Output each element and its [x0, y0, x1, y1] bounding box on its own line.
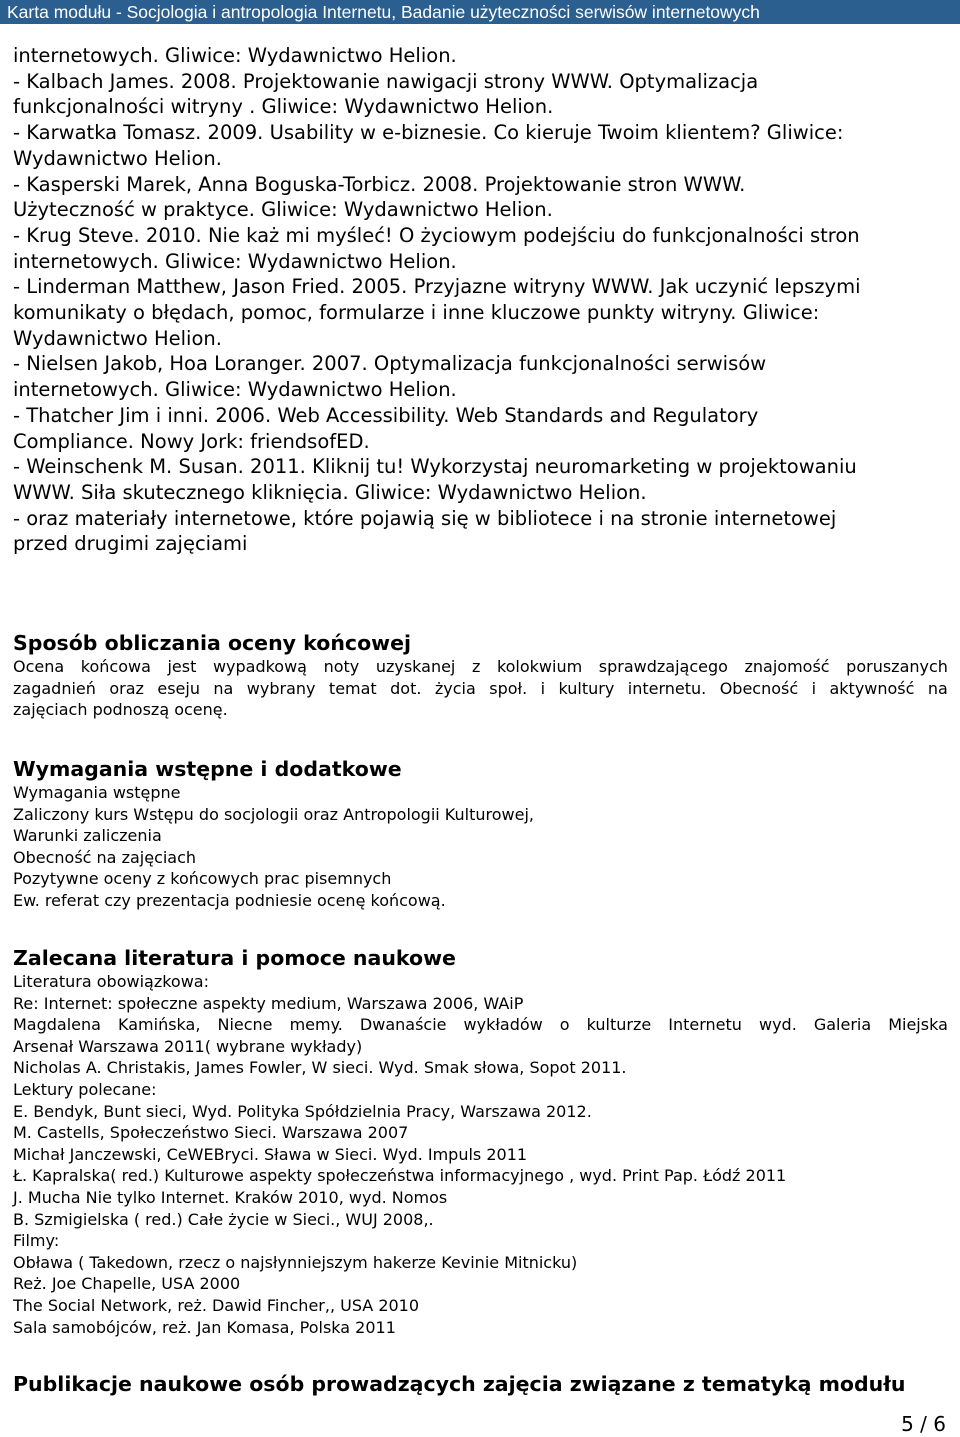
- grading-line: [13, 678, 948, 700]
- reference-line: - Karwatka Tomasz. 2009. Usability w e-biznesie. Co kieruje Twoim klientem? Gliwice:: [13, 121, 844, 145]
- literature-word: wykładów: [463, 1015, 543, 1035]
- literature-line: The Social Network, reż. Dawid Fincher,, USA 2010: [13, 1295, 420, 1315]
- literature-word: o: [559, 1015, 570, 1035]
- reference-line: WWW. Siła skutecznego kliknięcia. Gliwice: Wydawnictwo Helion.: [13, 480, 647, 504]
- reference-line: Wydawnictwo Helion.: [13, 326, 222, 350]
- reference-line: Compliance. Nowy Jork: friendsofED.: [13, 429, 370, 453]
- grading-body: [13, 656, 948, 721]
- grading-word: z: [471, 657, 481, 676]
- grading-word: temat: [328, 678, 377, 698]
- reference-line: internetowych. Gliwice: Wydawnictwo Helion.: [13, 378, 457, 402]
- grading-word: noty: [323, 657, 360, 676]
- literature-line: E. Bendyk, Bunt sieci, Wyd. Polityka Spółdzielnia Pracy, Warszawa 2012.: [13, 1101, 592, 1121]
- grading-word: na: [213, 678, 234, 698]
- requirements-line: Zaliczony kurs Wstępu do socjologii oraz Antropologii Kulturowej,: [13, 804, 534, 824]
- reference-line: - Linderman Matthew, Jason Fried. 2005. Przyjazne witryny WWW. Jak uczynić lepszymi: [13, 275, 861, 299]
- grading-word: i: [540, 678, 546, 698]
- grading-word: wybrany: [246, 678, 316, 698]
- grading-word: końcowa: [80, 657, 151, 676]
- literature-line: B. Szmigielska ( red.) Całe życie w Sieci., WUJ 2008,.: [13, 1209, 434, 1229]
- grading-word: Obecność: [719, 678, 799, 698]
- reference-line: funkcjonalności witryny . Gliwice: Wydawnictwo Helion.: [13, 95, 554, 119]
- requirements-body: [13, 782, 948, 912]
- literature-heading: Zalecana literatura i pomoce naukowe: [13, 946, 456, 970]
- literature-line: Michał Janczewski, CeWEBryci. Sława w Sieci. Wyd. Impuls 2011: [13, 1144, 528, 1164]
- grading-line: [13, 656, 948, 678]
- grading-word: kultury: [558, 678, 615, 698]
- grading-word: poruszanych: [846, 657, 948, 676]
- grading-heading: Sposób obliczania oceny końcowej: [13, 631, 412, 655]
- grading-word: uzyskanej: [375, 657, 456, 676]
- literature-line: J. Mucha Nie tylko Internet. Kraków 2010, wyd. Nomos: [13, 1187, 448, 1207]
- literature-body: [13, 971, 948, 1338]
- grading-word: dot.: [390, 678, 422, 698]
- publications-section: [13, 1371, 948, 1397]
- reference-line: Użyteczność w praktyce. Gliwice: Wydawnictwo Helion.: [13, 198, 553, 222]
- publications-heading: Publikacje naukowe osób prowadzących zajęcia związane z tematyką modułu: [13, 1372, 906, 1396]
- grading-word: jest: [167, 657, 197, 676]
- reference-line: internetowych. Gliwice: Wydawnictwo Helion.: [13, 44, 457, 67]
- reference-line: - Nielsen Jakob, Hoa Loranger. 2007. Optymalizacja funkcjonalności serwisów: [13, 352, 767, 376]
- literature-line: [13, 1014, 948, 1036]
- grading-word: na: [927, 678, 948, 698]
- requirements-line: Obecność na zajęciach: [13, 847, 197, 867]
- literature-word: Internetu: [668, 1015, 742, 1035]
- grading-word: zagadnień: [13, 678, 96, 698]
- requirements-line: Warunki zaliczenia: [13, 826, 162, 846]
- literature-line: Obława ( Takedown, rzecz o najsłynniejszym hakerze Kevinie Mitnicku): [13, 1252, 578, 1272]
- literature-word: Miejska: [888, 1015, 948, 1035]
- reference-line: - Thatcher Jim i inni. 2006. Web Accessibility. Web Standards and Regulatory: [13, 403, 759, 427]
- requirements-line: Ew. referat czy prezentacja podniesie ocenę końcową.: [13, 890, 446, 910]
- reference-line: - Weinschenk M. Susan. 2011. Kliknij tu! Wykorzystaj neuromarketing w projektowaniu: [13, 455, 857, 479]
- grading-word: eseju: [157, 678, 200, 698]
- literature-line: Sala samobójców, reż. Jan Komasa, Polska 2011: [13, 1317, 396, 1337]
- document-header: [0, 0, 960, 24]
- grading-word: kolokwium: [496, 657, 583, 676]
- page-number: 5 / 6: [901, 1412, 946, 1436]
- reference-line: internetowych. Gliwice: Wydawnictwo Helion.: [13, 249, 457, 273]
- grading-word: życia: [434, 678, 476, 698]
- literature-line: Literatura obowiązkowa:: [13, 972, 209, 991]
- literature-word: kulturze: [586, 1015, 652, 1035]
- literature-line: Arsenał Warszawa 2011( wybrane wykłady): [13, 1036, 363, 1056]
- grading-word: wypadkową: [212, 657, 307, 676]
- grading-word: znajomość: [744, 657, 830, 676]
- requirements-heading: Wymagania wstępne i dodatkowe: [13, 757, 402, 781]
- literature-line: Lektury polecane:: [13, 1079, 157, 1099]
- literature-word: memy.: [289, 1015, 343, 1035]
- grading-word: społ.: [489, 678, 528, 698]
- literature-word: Kamińska,: [118, 1015, 201, 1035]
- requirements-section: [13, 756, 948, 912]
- reference-line: przed drugimi zajęciami: [13, 532, 248, 556]
- grading-word: sprawdzającego: [598, 657, 728, 676]
- requirements-line: Pozytywne oceny z końcowych prac pisemnych: [13, 869, 392, 889]
- literature-section: [13, 945, 948, 1338]
- reference-line: - Kasperski Marek, Anna Boguska-Torbicz. 2008. Projektowanie stron WWW.: [13, 172, 746, 196]
- reference-line: komunikaty o błędach, pomoc, formularze i inne kluczowe punkty witryny. Gliwice:: [13, 301, 820, 325]
- literature-line: Re: Internet: społeczne aspekty medium, Warszawa 2006, WAiP: [13, 993, 524, 1013]
- requirements-line: Wymagania wstępne: [13, 783, 181, 802]
- reference-line: Wydawnictwo Helion.: [13, 146, 222, 170]
- document-title: Karta modułu - Socjologia i antropologia Internetu, Badanie użyteczności serwisów internetowych: [7, 2, 760, 22]
- literature-line: Nicholas A. Christakis, James Fowler, W sieci. Wyd. Smak słowa, Sopot 2011.: [13, 1058, 627, 1078]
- grading-word: Ocena: [13, 657, 65, 676]
- literature-word: wyd.: [758, 1015, 797, 1035]
- grading-section: [13, 630, 948, 721]
- grading-word: oraz: [109, 678, 144, 698]
- literature-line: Filmy:: [13, 1231, 60, 1251]
- reference-line: - Kalbach James. 2008. Projektowanie nawigacji strony WWW. Optymalizacja: [13, 69, 759, 93]
- literature-word: Galeria: [813, 1015, 872, 1035]
- grading-word: aktywność: [829, 678, 915, 698]
- grading-word: i: [811, 678, 817, 698]
- grading-word: internetu.: [627, 678, 707, 698]
- literature-line: M. Castells, Społeczeństwo Sieci. Warszawa 2007: [13, 1123, 409, 1143]
- grading-line: zajęciach podnoszą ocenę.: [13, 700, 228, 720]
- literature-line: Ł. Kapralska( red.) Kulturowe aspekty społeczeństwa informacyjnego , wyd. Print Pap. Łódź 2011: [13, 1166, 787, 1186]
- references-list: [13, 43, 953, 557]
- reference-line: - oraz materiały internetowe, które pojawią się w bibliotece i na stronie internetowej: [13, 506, 837, 530]
- reference-line: - Krug Steve. 2010. Nie każ mi myśleć! O życiowym podejściu do funkcjonalności stron: [13, 223, 860, 247]
- literature-word: Dwanaście: [359, 1015, 447, 1035]
- literature-line: Reż. Joe Chapelle, USA 2000: [13, 1274, 241, 1294]
- literature-word: Niecne: [217, 1015, 273, 1035]
- literature-word: Magdalena: [13, 1015, 101, 1035]
